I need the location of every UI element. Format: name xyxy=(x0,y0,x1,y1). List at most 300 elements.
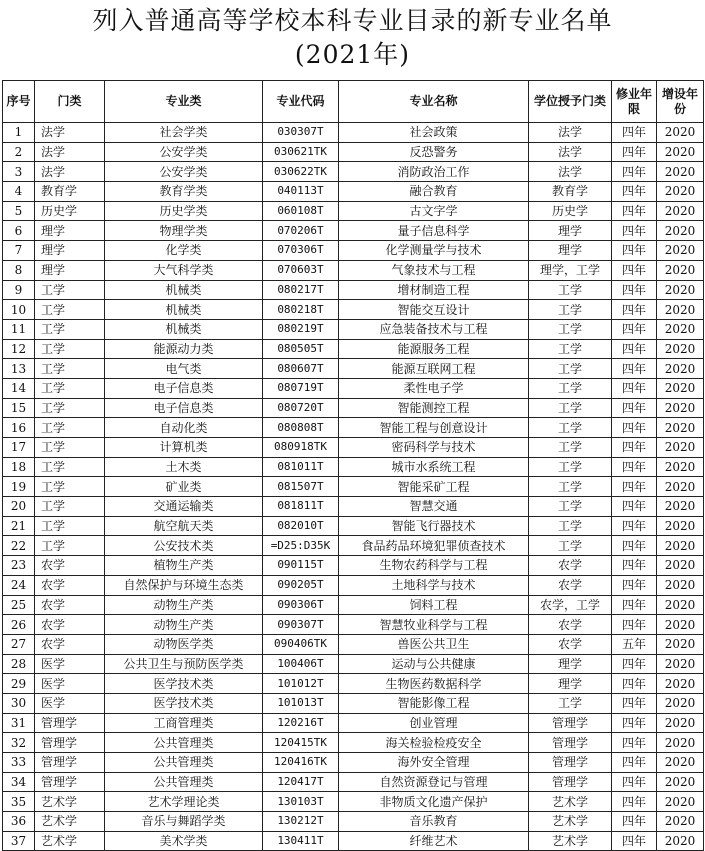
cell-degree-category: 农学 xyxy=(529,634,612,654)
cell-year-added: 2020 xyxy=(657,359,704,379)
cell-index: 31 xyxy=(3,713,35,733)
cell-major-code: 081811T xyxy=(263,497,339,517)
cell-duration: 四年 xyxy=(612,142,657,162)
cell-degree-category: 管理学 xyxy=(529,772,612,792)
new-majors-table xyxy=(2,80,704,851)
cell-duration: 四年 xyxy=(612,615,657,635)
cell-category: 理学 xyxy=(35,241,105,261)
cell-degree-category: 工学 xyxy=(529,378,612,398)
cell-duration: 四年 xyxy=(612,438,657,458)
cell-duration: 四年 xyxy=(612,280,657,300)
cell-category: 工学 xyxy=(35,378,105,398)
cell-major-name: 创业管理 xyxy=(339,713,529,733)
cell-major-code: 060108T xyxy=(263,201,339,221)
cell-major-code: 090115T xyxy=(263,556,339,576)
cell-discipline-class: 机械类 xyxy=(105,319,263,339)
cell-degree-category: 管理学 xyxy=(529,713,612,733)
cell-major-name: 能源互联网工程 xyxy=(339,359,529,379)
table-row xyxy=(3,733,704,753)
cell-major-code: 130411T xyxy=(263,831,339,851)
cell-discipline-class: 历史学类 xyxy=(105,201,263,221)
cell-major-code: 070306T xyxy=(263,241,339,261)
cell-discipline-class: 土木类 xyxy=(105,457,263,477)
table-row xyxy=(3,300,704,320)
cell-year-added: 2020 xyxy=(657,575,704,595)
cell-year-added: 2020 xyxy=(657,182,704,202)
cell-category: 历史学 xyxy=(35,201,105,221)
table-row xyxy=(3,497,704,517)
header-year-added: 增设年份 xyxy=(657,81,704,123)
cell-discipline-class: 公安技术类 xyxy=(105,536,263,556)
table-row xyxy=(3,221,704,241)
cell-index: 13 xyxy=(3,359,35,379)
cell-major-name: 融合教育 xyxy=(339,182,529,202)
cell-year-added: 2020 xyxy=(657,201,704,221)
cell-major-name: 智能影像工程 xyxy=(339,693,529,713)
cell-index: 10 xyxy=(3,300,35,320)
cell-discipline-class: 教育学类 xyxy=(105,182,263,202)
cell-duration: 四年 xyxy=(612,339,657,359)
cell-degree-category: 农学 xyxy=(529,615,612,635)
cell-category: 工学 xyxy=(35,300,105,320)
cell-duration: 四年 xyxy=(612,713,657,733)
cell-discipline-class: 音乐与舞蹈学类 xyxy=(105,812,263,832)
cell-category: 管理学 xyxy=(35,713,105,733)
cell-degree-category: 艺术学 xyxy=(529,831,612,851)
cell-degree-category: 工学 xyxy=(529,359,612,379)
cell-discipline-class: 电子信息类 xyxy=(105,398,263,418)
cell-index: 8 xyxy=(3,260,35,280)
cell-year-added: 2020 xyxy=(657,280,704,300)
cell-major-code: 080808T xyxy=(263,418,339,438)
cell-major-name: 密码科学与技术 xyxy=(339,438,529,458)
cell-major-name: 古文字学 xyxy=(339,201,529,221)
page-subtitle-year: (2021年) xyxy=(294,40,411,69)
cell-year-added: 2020 xyxy=(657,162,704,182)
header-index: 序号 xyxy=(3,81,35,123)
cell-year-added: 2020 xyxy=(657,634,704,654)
cell-degree-category: 工学 xyxy=(529,280,612,300)
cell-major-code: 120415TK xyxy=(263,733,339,753)
cell-category: 法学 xyxy=(35,162,105,182)
cell-degree-category: 工学 xyxy=(529,477,612,497)
cell-category: 理学 xyxy=(35,260,105,280)
cell-duration: 四年 xyxy=(612,792,657,812)
cell-category: 农学 xyxy=(35,556,105,576)
table-row xyxy=(3,162,704,182)
cell-degree-category: 工学 xyxy=(529,438,612,458)
cell-category: 工学 xyxy=(35,280,105,300)
table-row xyxy=(3,536,704,556)
cell-major-name: 社会政策 xyxy=(339,123,529,143)
cell-major-code: 081507T xyxy=(263,477,339,497)
cell-major-code: 120416TK xyxy=(263,753,339,773)
cell-category: 工学 xyxy=(35,477,105,497)
cell-index: 14 xyxy=(3,378,35,398)
table-row xyxy=(3,241,704,261)
cell-index: 25 xyxy=(3,595,35,615)
cell-degree-category: 理学 xyxy=(529,241,612,261)
table-row xyxy=(3,201,704,221)
cell-major-name: 反恐警务 xyxy=(339,142,529,162)
cell-index: 12 xyxy=(3,339,35,359)
cell-index: 16 xyxy=(3,418,35,438)
cell-major-name: 气象技术与工程 xyxy=(339,260,529,280)
cell-category: 工学 xyxy=(35,516,105,536)
cell-duration: 四年 xyxy=(612,693,657,713)
cell-duration: 四年 xyxy=(612,221,657,241)
cell-major-code: 070603T xyxy=(263,260,339,280)
cell-major-name: 食品药品环境犯罪侦查技术 xyxy=(339,536,529,556)
cell-degree-category: 艺术学 xyxy=(529,792,612,812)
cell-discipline-class: 植物生产类 xyxy=(105,556,263,576)
cell-category: 工学 xyxy=(35,319,105,339)
cell-major-code: 090205T xyxy=(263,575,339,595)
cell-discipline-class: 大气科学类 xyxy=(105,260,263,280)
table-row xyxy=(3,359,704,379)
cell-major-code: 030622TK xyxy=(263,162,339,182)
cell-category: 工学 xyxy=(35,339,105,359)
cell-discipline-class: 化学类 xyxy=(105,241,263,261)
cell-discipline-class: 公安学类 xyxy=(105,162,263,182)
cell-category: 工学 xyxy=(35,438,105,458)
cell-discipline-class: 动物生产类 xyxy=(105,595,263,615)
table-row xyxy=(3,418,704,438)
cell-category: 艺术学 xyxy=(35,812,105,832)
cell-duration: 四年 xyxy=(612,654,657,674)
cell-major-name: 智能飞行器技术 xyxy=(339,516,529,536)
cell-duration: 四年 xyxy=(612,556,657,576)
cell-year-added: 2020 xyxy=(657,615,704,635)
cell-year-added: 2020 xyxy=(657,241,704,261)
cell-major-code: 070206T xyxy=(263,221,339,241)
cell-duration: 四年 xyxy=(612,182,657,202)
cell-major-code: 080217T xyxy=(263,280,339,300)
table-header-row xyxy=(3,81,704,123)
cell-index: 33 xyxy=(3,753,35,773)
cell-index: 19 xyxy=(3,477,35,497)
cell-year-added: 2020 xyxy=(657,733,704,753)
table-row xyxy=(3,438,704,458)
cell-index: 30 xyxy=(3,693,35,713)
cell-index: 28 xyxy=(3,654,35,674)
cell-degree-category: 理学 xyxy=(529,221,612,241)
cell-major-name: 智能采矿工程 xyxy=(339,477,529,497)
cell-discipline-class: 交通运输类 xyxy=(105,497,263,517)
cell-duration: 四年 xyxy=(612,241,657,261)
cell-duration: 四年 xyxy=(612,418,657,438)
table-row xyxy=(3,457,704,477)
cell-degree-category: 管理学 xyxy=(529,753,612,773)
cell-major-code: 030307T xyxy=(263,123,339,143)
cell-index: 26 xyxy=(3,615,35,635)
table-row xyxy=(3,182,704,202)
cell-year-added: 2020 xyxy=(657,556,704,576)
cell-major-name: 运动与公共健康 xyxy=(339,654,529,674)
cell-category: 医学 xyxy=(35,693,105,713)
page-title: 列入普通高等学校本科专业目录的新专业名单 xyxy=(92,6,613,35)
cell-duration: 四年 xyxy=(612,536,657,556)
cell-year-added: 2020 xyxy=(657,438,704,458)
cell-major-name: 应急装备技术与工程 xyxy=(339,319,529,339)
table-row xyxy=(3,319,704,339)
cell-duration: 四年 xyxy=(612,319,657,339)
cell-discipline-class: 医学技术类 xyxy=(105,693,263,713)
cell-major-code: 082010T xyxy=(263,516,339,536)
cell-index: 11 xyxy=(3,319,35,339)
cell-discipline-class: 社会学类 xyxy=(105,123,263,143)
cell-major-name: 能源服务工程 xyxy=(339,339,529,359)
cell-year-added: 2020 xyxy=(657,536,704,556)
cell-degree-category: 理学，工学 xyxy=(529,260,612,280)
cell-major-code: 090306T xyxy=(263,595,339,615)
cell-discipline-class: 物理学类 xyxy=(105,221,263,241)
table-row xyxy=(3,280,704,300)
cell-year-added: 2020 xyxy=(657,595,704,615)
cell-category: 工学 xyxy=(35,457,105,477)
cell-index: 20 xyxy=(3,497,35,517)
cell-year-added: 2020 xyxy=(657,418,704,438)
cell-year-added: 2020 xyxy=(657,260,704,280)
cell-index: 2 xyxy=(3,142,35,162)
cell-major-code: 080720T xyxy=(263,398,339,418)
cell-discipline-class: 自动化类 xyxy=(105,418,263,438)
cell-discipline-class: 动物医学类 xyxy=(105,634,263,654)
cell-major-name: 兽医公共卫生 xyxy=(339,634,529,654)
cell-major-name: 智能交互设计 xyxy=(339,300,529,320)
cell-major-name: 音乐教育 xyxy=(339,812,529,832)
table-row xyxy=(3,674,704,694)
cell-major-code: 080918TK xyxy=(263,438,339,458)
cell-major-name: 纤维艺术 xyxy=(339,831,529,851)
cell-duration: 四年 xyxy=(612,831,657,851)
cell-category: 工学 xyxy=(35,536,105,556)
cell-year-added: 2020 xyxy=(657,378,704,398)
table-row xyxy=(3,556,704,576)
cell-index: 9 xyxy=(3,280,35,300)
cell-category: 法学 xyxy=(35,123,105,143)
cell-category: 医学 xyxy=(35,674,105,694)
cell-major-code: 090307T xyxy=(263,615,339,635)
header-degree-category: 学位授予门类 xyxy=(529,81,612,123)
cell-duration: 四年 xyxy=(612,359,657,379)
cell-year-added: 2020 xyxy=(657,772,704,792)
cell-degree-category: 教育学 xyxy=(529,182,612,202)
cell-duration: 四年 xyxy=(612,457,657,477)
cell-degree-category: 工学 xyxy=(529,457,612,477)
cell-index: 24 xyxy=(3,575,35,595)
cell-discipline-class: 公共管理类 xyxy=(105,733,263,753)
cell-year-added: 2020 xyxy=(657,753,704,773)
cell-major-name: 柔性电子学 xyxy=(339,378,529,398)
cell-degree-category: 工学 xyxy=(529,536,612,556)
table-row xyxy=(3,615,704,635)
cell-degree-category: 工学 xyxy=(529,398,612,418)
cell-duration: 四年 xyxy=(612,398,657,418)
table-row xyxy=(3,713,704,733)
cell-category: 农学 xyxy=(35,615,105,635)
header-major-name: 专业名称 xyxy=(339,81,529,123)
cell-category: 农学 xyxy=(35,575,105,595)
cell-major-code: 130103T xyxy=(263,792,339,812)
cell-index: 18 xyxy=(3,457,35,477)
cell-category: 艺术学 xyxy=(35,831,105,851)
cell-year-added: 2020 xyxy=(657,792,704,812)
cell-major-code: 080219T xyxy=(263,319,339,339)
cell-major-name: 智能测控工程 xyxy=(339,398,529,418)
cell-index: 23 xyxy=(3,556,35,576)
cell-year-added: 2020 xyxy=(657,654,704,674)
cell-duration: 四年 xyxy=(612,300,657,320)
cell-category: 艺术学 xyxy=(35,792,105,812)
cell-major-name: 智慧牧业科学与工程 xyxy=(339,615,529,635)
cell-year-added: 2020 xyxy=(657,516,704,536)
cell-duration: 四年 xyxy=(612,162,657,182)
cell-discipline-class: 计算机类 xyxy=(105,438,263,458)
header-duration: 修业年限 xyxy=(612,81,657,123)
cell-duration: 四年 xyxy=(612,477,657,497)
cell-major-name: 土地科学与技术 xyxy=(339,575,529,595)
cell-index: 34 xyxy=(3,772,35,792)
cell-discipline-class: 公共卫生与预防医学类 xyxy=(105,654,263,674)
cell-category: 工学 xyxy=(35,418,105,438)
cell-degree-category: 管理学 xyxy=(529,733,612,753)
cell-duration: 四年 xyxy=(612,733,657,753)
cell-major-name: 非物质文化遗产保护 xyxy=(339,792,529,812)
cell-major-name: 生物医药数据科学 xyxy=(339,674,529,694)
cell-degree-category: 工学 xyxy=(529,516,612,536)
cell-category: 医学 xyxy=(35,654,105,674)
cell-major-name: 自然资源登记与管理 xyxy=(339,772,529,792)
cell-discipline-class: 自然保护与环境生态类 xyxy=(105,575,263,595)
cell-major-code: 090406TK xyxy=(263,634,339,654)
cell-year-added: 2020 xyxy=(657,457,704,477)
cell-category: 农学 xyxy=(35,634,105,654)
cell-duration: 四年 xyxy=(612,812,657,832)
cell-category: 理学 xyxy=(35,221,105,241)
cell-duration: 四年 xyxy=(612,123,657,143)
cell-degree-category: 工学 xyxy=(529,300,612,320)
cell-discipline-class: 能源动力类 xyxy=(105,339,263,359)
cell-discipline-class: 电气类 xyxy=(105,359,263,379)
table-row xyxy=(3,792,704,812)
cell-major-name: 智能工程与创意设计 xyxy=(339,418,529,438)
table-row xyxy=(3,753,704,773)
cell-major-code: 080505T xyxy=(263,339,339,359)
cell-discipline-class: 艺术学理论类 xyxy=(105,792,263,812)
cell-category: 教育学 xyxy=(35,182,105,202)
table-row xyxy=(3,812,704,832)
cell-index: 6 xyxy=(3,221,35,241)
table-row xyxy=(3,575,704,595)
cell-index: 4 xyxy=(3,182,35,202)
cell-year-added: 2020 xyxy=(657,812,704,832)
cell-degree-category: 历史学 xyxy=(529,201,612,221)
cell-degree-category: 农学，工学 xyxy=(529,595,612,615)
cell-year-added: 2020 xyxy=(657,123,704,143)
cell-degree-category: 农学 xyxy=(529,556,612,576)
cell-major-name: 饲料工程 xyxy=(339,595,529,615)
cell-major-name: 海外安全管理 xyxy=(339,753,529,773)
cell-major-code: 030621TK xyxy=(263,142,339,162)
cell-degree-category: 工学 xyxy=(529,497,612,517)
cell-index: 36 xyxy=(3,812,35,832)
cell-major-code: 080607T xyxy=(263,359,339,379)
cell-discipline-class: 医学技术类 xyxy=(105,674,263,694)
cell-major-name: 生物农药科学与工程 xyxy=(339,556,529,576)
cell-discipline-class: 公共管理类 xyxy=(105,753,263,773)
cell-degree-category: 农学 xyxy=(529,575,612,595)
cell-index: 29 xyxy=(3,674,35,694)
cell-major-code: 040113T xyxy=(263,182,339,202)
cell-index: 27 xyxy=(3,634,35,654)
cell-duration: 四年 xyxy=(612,772,657,792)
cell-major-code: 080719T xyxy=(263,378,339,398)
header-discipline-class: 专业类 xyxy=(105,81,263,123)
cell-year-added: 2020 xyxy=(657,674,704,694)
cell-index: 21 xyxy=(3,516,35,536)
cell-major-code: 101013T xyxy=(263,693,339,713)
cell-category: 管理学 xyxy=(35,772,105,792)
header-category: 门类 xyxy=(35,81,105,123)
cell-degree-category: 工学 xyxy=(529,418,612,438)
cell-major-code: =D25:D35K xyxy=(263,536,339,556)
cell-degree-category: 法学 xyxy=(529,142,612,162)
cell-index: 35 xyxy=(3,792,35,812)
table-row xyxy=(3,693,704,713)
cell-major-name: 增材制造工程 xyxy=(339,280,529,300)
cell-index: 17 xyxy=(3,438,35,458)
cell-year-added: 2020 xyxy=(657,339,704,359)
cell-duration: 四年 xyxy=(612,674,657,694)
cell-degree-category: 法学 xyxy=(529,123,612,143)
cell-year-added: 2020 xyxy=(657,693,704,713)
cell-discipline-class: 机械类 xyxy=(105,280,263,300)
cell-discipline-class: 工商管理类 xyxy=(105,713,263,733)
cell-discipline-class: 矿业类 xyxy=(105,477,263,497)
cell-duration: 四年 xyxy=(612,201,657,221)
cell-duration: 四年 xyxy=(612,595,657,615)
header-major-code: 专业代码 xyxy=(263,81,339,123)
cell-duration: 四年 xyxy=(612,516,657,536)
cell-discipline-class: 美术学类 xyxy=(105,831,263,851)
cell-major-code: 081011T xyxy=(263,457,339,477)
cell-major-name: 海关检验检疫安全 xyxy=(339,733,529,753)
cell-year-added: 2020 xyxy=(657,300,704,320)
cell-discipline-class: 电子信息类 xyxy=(105,378,263,398)
cell-duration: 四年 xyxy=(612,260,657,280)
cell-major-name: 智慧交通 xyxy=(339,497,529,517)
cell-category: 农学 xyxy=(35,595,105,615)
table-row xyxy=(3,123,704,143)
cell-index: 5 xyxy=(3,201,35,221)
cell-major-code: 120216T xyxy=(263,713,339,733)
cell-degree-category: 艺术学 xyxy=(529,812,612,832)
cell-major-code: 101012T xyxy=(263,674,339,694)
cell-year-added: 2020 xyxy=(657,713,704,733)
cell-duration: 四年 xyxy=(612,575,657,595)
table-row xyxy=(3,654,704,674)
cell-index: 37 xyxy=(3,831,35,851)
cell-major-code: 080218T xyxy=(263,300,339,320)
cell-discipline-class: 公共管理类 xyxy=(105,772,263,792)
table-row xyxy=(3,516,704,536)
table-row xyxy=(3,477,704,497)
cell-discipline-class: 动物生产类 xyxy=(105,615,263,635)
cell-category: 工学 xyxy=(35,497,105,517)
cell-degree-category: 法学 xyxy=(529,162,612,182)
cell-index: 32 xyxy=(3,733,35,753)
